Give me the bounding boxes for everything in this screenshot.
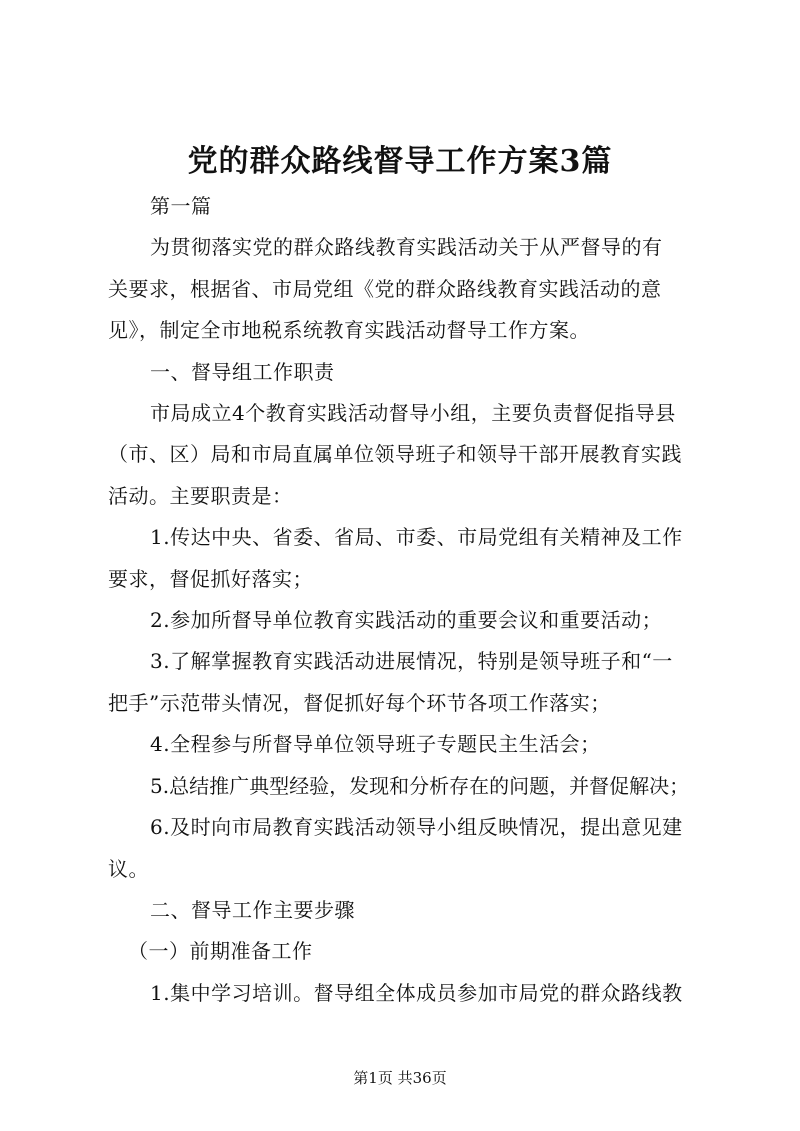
list-item-1 <box>108 517 703 600</box>
paragraph-line: 关要求，根据省、市局党组《党的群众路线教育实践活动的意 <box>108 276 662 301</box>
paragraph-line: 议。 <box>108 856 149 881</box>
paragraph-line: 1.传达中央、省委、省局、市委、市局党组有关精神及工作 <box>150 525 683 550</box>
paragraph-line: 活动。主要职责是： <box>108 483 293 508</box>
list-item-6 <box>108 807 703 890</box>
paragraph-line: 把手”示范带头情况，督促抓好每个环节各项工作落实； <box>108 690 611 715</box>
duties-paragraph <box>108 393 703 517</box>
list-item-3 <box>108 641 703 724</box>
paragraph-line: 要求，督促抓好落实； <box>108 566 313 591</box>
list-item-2: 2.参加所督导单位教育实践活动的重要会议和重要活动； <box>150 608 663 633</box>
document-body <box>108 186 703 1014</box>
page-footer: 第1页 共36页 <box>353 1069 447 1087</box>
paragraph-line: （市、区）局和市局直属单位领导班子和领导干部开展教育实践 <box>108 442 682 467</box>
subheading-1: （一）前期准备工作 <box>128 939 313 964</box>
paragraph-line: 为贯彻落实党的群众路线教育实践活动关于从严督导的有 <box>150 235 663 260</box>
document-title: 党的群众路线督导工作方案3篇 <box>187 144 613 179</box>
paragraph-line: 6.及时向市局教育实践活动领导小组反映情况，提出意见建 <box>150 815 683 840</box>
list-item-7: 1.集中学习培训。督导组全体成员参加市局党的群众路线教 <box>150 980 683 1005</box>
paragraph-line: 见》，制定全市地税系统教育实践活动督导工作方案。 <box>108 318 590 343</box>
section-heading-1: 一、督导组工作职责 <box>150 359 335 384</box>
list-item-4: 4.全程参与所督导单位领导班子专题民主生活会； <box>150 732 601 757</box>
list-item-5: 5.总结推广典型经验，发现和分析存在的问题，并督促解决； <box>150 773 690 798</box>
paragraph-line: 市局成立4个教育实践活动督导小组，主要负责督促指导县 <box>150 401 676 426</box>
section-heading-2: 二、督导工作主要步骤 <box>150 897 355 922</box>
paragraph-line: 3.了解掌握教育实践活动进展情况，特别是领导班子和“一 <box>150 649 673 674</box>
section-label: 第一篇 <box>150 194 212 218</box>
intro-paragraph <box>108 227 703 351</box>
